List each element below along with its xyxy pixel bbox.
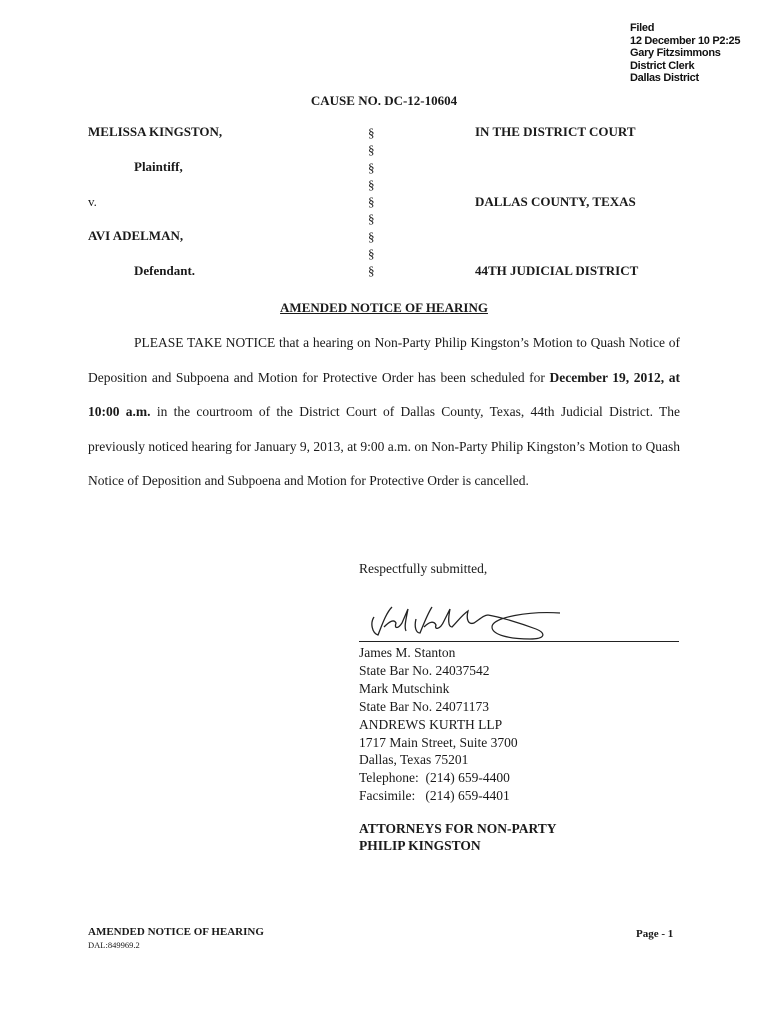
court-district: 44TH JUDICIAL DISTRICT (475, 263, 639, 278)
attorney2-name: Mark Mutschink (359, 680, 450, 696)
section-symbol: § (368, 125, 375, 140)
section-symbol: § (368, 246, 375, 262)
notice-text-part2: in the courtroom of the District Court of Dallas County, Texas, 44th Judicial District. The previously noticed hearing for January 9, 2013, at 9:00 a.m. on Non-Party Philip Kingston’s Motion to Quash Notice of Deposition and Subpoena and Motion for Protective Order is cancelled. (88, 404, 680, 488)
section-symbol-column (368, 124, 382, 280)
section-symbol: § (368, 194, 375, 210)
defendant-role: Defendant. (134, 263, 196, 278)
firm-name: ANDREWS KURTH LLP (359, 716, 503, 732)
defendant-name: AVI ADELMAN, (88, 228, 184, 243)
section-symbol: § (368, 211, 375, 227)
filing-stamp (630, 22, 766, 85)
attorney1-bar: State Bar No. 24037542 (359, 662, 490, 678)
firm-address-line2: Dallas, Texas 75201 (359, 752, 469, 768)
footer-page-number: Page - 1 (636, 928, 674, 940)
attorneys-role-line2: PHILIP KINGSTON (359, 838, 481, 853)
plaintiff-role: Plaintiff, (134, 159, 183, 174)
plaintiff-name: MELISSA KINGSTON, (88, 124, 223, 139)
attorney2-bar: State Bar No. 24071173 (359, 698, 489, 714)
attorneys-role-line1: ATTORNEYS FOR NON-PARTY (359, 821, 557, 836)
section-symbol: § (368, 159, 375, 175)
hearing-datetime: December 19, 2012, at 10:00 a.m. (88, 369, 680, 419)
signature-image (360, 597, 680, 643)
firm-telephone: Telephone: (214) 659-4400 (359, 770, 510, 786)
footer-document-title: AMENDED NOTICE OF HEARING (88, 926, 264, 938)
stamp-line-district: Dallas District (630, 72, 699, 84)
section-symbol: § (368, 263, 375, 279)
stamp-line-filed: Filed (630, 22, 655, 34)
section-symbol: § (368, 176, 375, 192)
stamp-line-datetime: 12 December 10 P2:25 (630, 34, 741, 47)
document-title-text: AMENDED NOTICE OF HEARING (280, 300, 488, 315)
signature-line (359, 641, 679, 642)
court-name: IN THE DISTRICT COURT (475, 124, 636, 139)
document-title (0, 300, 768, 316)
notice-paragraph (88, 326, 680, 499)
firm-facsimile: Facsimile: (214) 659-4401 (359, 788, 510, 804)
attorney-info (359, 644, 518, 805)
versus: v. (88, 194, 97, 209)
closing: Respectfully submitted, (359, 561, 488, 576)
cause-number: CAUSE NO. DC-12-10604 (310, 93, 458, 108)
section-symbol: § (368, 228, 375, 244)
stamp-line-clerk-name: Gary Fitzsimmons (630, 47, 721, 59)
attorneys-role (359, 820, 557, 854)
firm-address-line1: 1717 Main Street, Suite 3700 (359, 734, 518, 750)
footer-document-id: DAL:849969.2 (88, 940, 140, 950)
attorney1-name: James M. Stanton (359, 645, 456, 660)
stamp-line-clerk-title: District Clerk (630, 59, 695, 72)
notice-body (88, 326, 680, 499)
court-county: DALLAS COUNTY, TEXAS (475, 194, 636, 209)
notice-text-part1: PLEASE TAKE NOTICE that a hearing on Non-Party Philip Kingston’s Motion to Quash Notice of Deposition and Subpoena and Motion for Protective Order has been scheduled for (88, 335, 680, 385)
section-symbol: § (368, 142, 375, 158)
